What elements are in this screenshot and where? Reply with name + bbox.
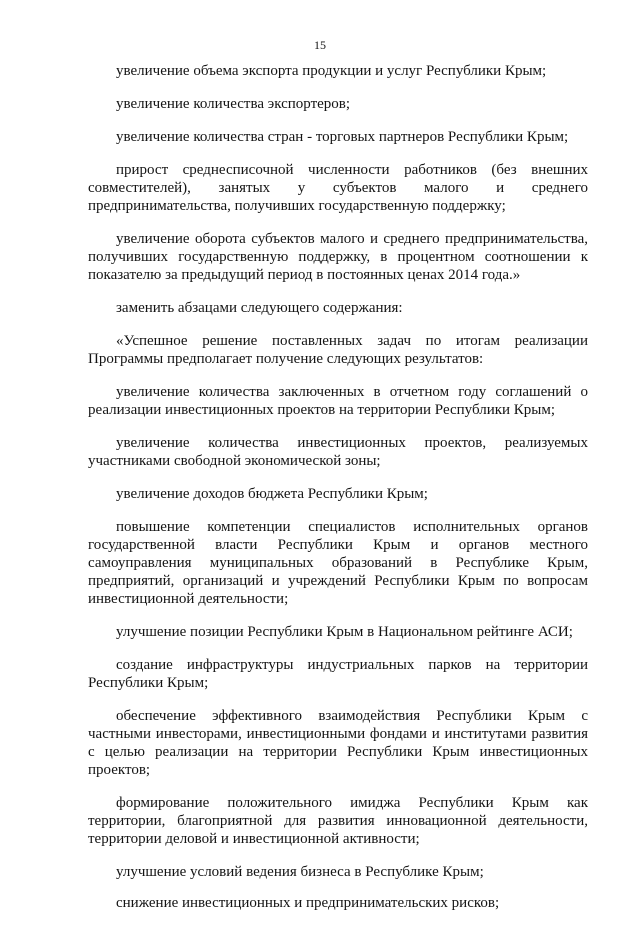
paragraph: увеличение доходов бюджета Республики Крым; — [116, 486, 428, 502]
paragraph: увеличение количества заключенных в отчетном году соглашений о реализации инвестиционных проектов на территории Республики Крым; — [88, 384, 588, 418]
paragraph: улучшение позиции Республики Крым в Национальном рейтинге АСИ; — [116, 624, 573, 640]
paragraph: обеспечение эффективного взаимодействия Республики Крым с частными инвесторами, инвестиционными фондами и институтами развития с целью реализации на территории Республики Крым инвестиционных проектов; — [88, 708, 588, 778]
paragraph: увеличение количества стран - торговых партнеров Республики Крым; — [116, 129, 569, 145]
paragraph: улучшение условий ведения бизнеса в Республике Крым; — [116, 864, 484, 880]
paragraph: увеличение количества экспортеров; — [116, 96, 351, 112]
document-body — [88, 62, 588, 925]
paragraph: увеличение количества инвестиционных проектов, реализуемых участниками свободной экономической зоны; — [88, 435, 588, 469]
paragraph: увеличение объема экспорта продукции и услуг Республики Крым; — [116, 63, 547, 79]
paragraph: формирование положительного имиджа Республики Крым как территории, благоприятной для развития инновационной деятельности, территории деловой и инвестиционной активности; — [88, 795, 588, 847]
paragraph: прирост среднесписочной численности работников (без внешних совместителей), занятых у субъектов малого и среднего предпринимательства, получивших государственную поддержку; — [88, 162, 588, 214]
page-number: 15 — [314, 38, 326, 52]
paragraph: повышение компетенции специалистов исполнительных органов государственной власти Республики Крым и органов местного самоуправления муниципальных образований в Республике Крым, предприятий, организаций и учреждений Республики Крым по вопросам инвестиционной деятельности; — [88, 519, 588, 607]
paragraph: «Успешное решение поставленных задач по итогам реализации Программы предполагает получение следующих результатов: — [88, 333, 588, 367]
paragraph: увеличение оборота субъектов малого и среднего предпринимательства, получивших государственную поддержку, в процентном соотношении к показателю за предыдущий период в постоянных ценах 2014 года.» — [88, 231, 588, 283]
paragraph: заменить абзацами следующего содержания: — [116, 300, 403, 316]
paragraph: создание инфраструктуры индустриальных парков на территории Республики Крым; — [88, 657, 588, 691]
paragraph: снижение инвестиционных и предпринимательских рисков; — [116, 895, 500, 911]
